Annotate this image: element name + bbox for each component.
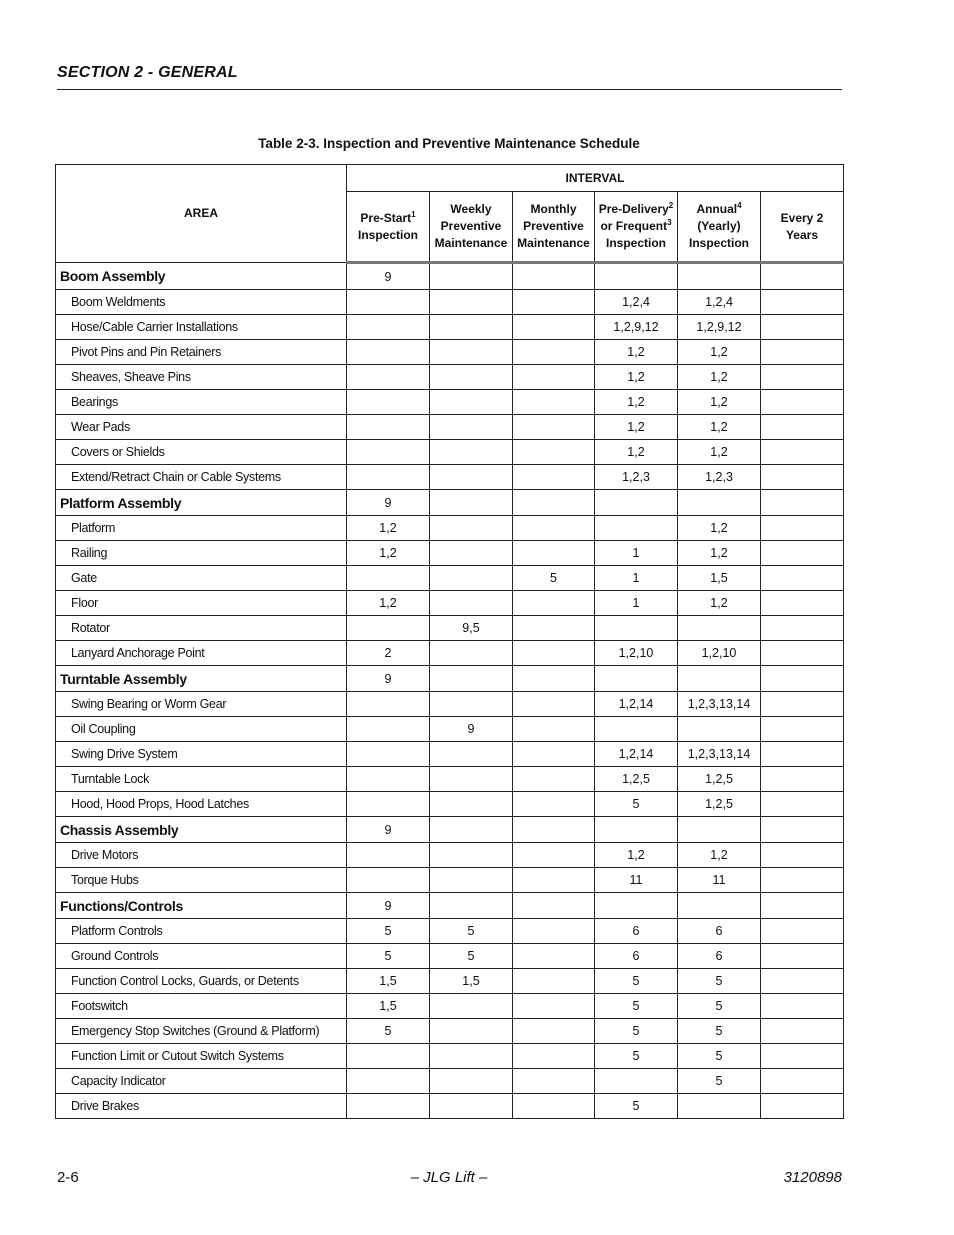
interval-cell [347,792,430,817]
table-row [56,692,844,717]
interval-cell [595,616,678,641]
interval-cell: 1,2,5 [595,767,678,792]
interval-cell: 1,2,4 [678,290,761,315]
area-label: Wear Pads [56,415,347,440]
table-row [56,919,844,944]
interval-cell: 5 [595,1044,678,1069]
interval-cell: 1,2 [347,591,430,616]
col-header-pre-start: Pre-Start$^1$ Inspection [347,192,430,263]
interval-cell [513,767,595,792]
table-title: Table 2-3. Inspection and Preventive Maintenance Schedule [258,136,640,151]
interval-cell [513,944,595,969]
interval-cell [347,717,430,742]
document-number: 3120898 [783,1169,842,1186]
interval-cell [347,566,430,591]
interval-cell [761,566,844,591]
interval-cell [678,616,761,641]
table-row [56,868,844,893]
interval-cell [595,817,678,843]
area-label: Extend/Retract Chain or Cable Systems [56,465,347,490]
area-column-header: AREA [56,165,347,263]
interval-cell [761,1069,844,1094]
interval-cell: 1,2 [678,541,761,566]
interval-cell: 1,2 [678,415,761,440]
interval-cell [347,315,430,340]
interval-cell [430,666,513,692]
area-label: Rotator [56,616,347,641]
interval-cell: 6 [678,944,761,969]
interval-cell [513,415,595,440]
interval-cell [761,994,844,1019]
area-label: Drive Motors [56,843,347,868]
interval-cell [430,440,513,465]
interval-cell: 11 [678,868,761,893]
table-row [56,1044,844,1069]
table-row [56,616,844,641]
interval-cell [595,263,678,290]
interval-cell [678,893,761,919]
interval-cell [761,1044,844,1069]
footer-brand: – JLG Lift – [410,1169,488,1186]
interval-cell [513,390,595,415]
interval-cell [761,919,844,944]
interval-cell [761,365,844,390]
interval-cell [513,641,595,666]
page-number: 2-6 [57,1169,79,1186]
interval-cell [430,465,513,490]
interval-cell [761,817,844,843]
interval-cell: 1,2,9,12 [678,315,761,340]
interval-cell [430,843,513,868]
interval-cell [595,717,678,742]
area-label: Emergency Stop Switches (Ground & Platform) [56,1019,347,1044]
col-header-pre-delivery: Pre-Delivery$^2$ or Frequent$^3$ Inspection [595,192,678,263]
interval-cell [678,717,761,742]
interval-cell [430,566,513,591]
table-row [56,465,844,490]
area-label: Oil Coupling [56,717,347,742]
interval-cell [430,263,513,290]
interval-cell: 5 [595,969,678,994]
interval-cell [678,263,761,290]
interval-cell: 1,2 [678,390,761,415]
interval-cell [761,541,844,566]
interval-cell [430,641,513,666]
interval-cell: 1,2,14 [595,742,678,767]
interval-cell: 5 [430,919,513,944]
interval-cell [430,817,513,843]
area-label: Hood, Hood Props, Hood Latches [56,792,347,817]
interval-cell: 1,2 [678,516,761,541]
table-row [56,792,844,817]
area-label: Capacity Indicator [56,1069,347,1094]
interval-cell [513,290,595,315]
interval-cell: 6 [678,919,761,944]
interval-cell [761,1019,844,1044]
interval-cell: 5 [513,566,595,591]
interval-cell [347,616,430,641]
table-row [56,415,844,440]
interval-cell: 6 [595,919,678,944]
interval-cell [761,969,844,994]
interval-cell: 5 [678,1044,761,1069]
interval-cell: 1,5 [430,969,513,994]
interval-cell [347,1069,430,1094]
interval-cell: 5 [595,994,678,1019]
interval-cell: 5 [595,1094,678,1119]
interval-cell [430,340,513,365]
interval-cell [347,692,430,717]
interval-cell [513,1019,595,1044]
interval-cell [513,591,595,616]
interval-cell: 1,2 [347,541,430,566]
area-label: Boom Weldments [56,290,347,315]
interval-cell [761,767,844,792]
interval-cell [430,365,513,390]
interval-cell [430,290,513,315]
area-label: Function Limit or Cutout Switch Systems [56,1044,347,1069]
group-area-label: Platform Assembly [56,490,347,516]
table-row [56,566,844,591]
interval-cell [513,893,595,919]
interval-cell: 1,2,5 [678,792,761,817]
area-label: Railing [56,541,347,566]
col-header-annual: Annual$^4$ (Yearly) Inspection [678,192,761,263]
interval-cell [430,490,513,516]
interval-cell: 1,2 [595,365,678,390]
interval-cell [761,944,844,969]
schedule-body [56,263,844,1119]
interval-cell: 1 [595,541,678,566]
interval-cell [513,516,595,541]
group-area-label: Chassis Assembly [56,817,347,843]
interval-cell [678,817,761,843]
interval-cell [595,516,678,541]
interval-cell [347,742,430,767]
interval-cell: 1,2,4 [595,290,678,315]
area-label: Swing Bearing or Worm Gear [56,692,347,717]
interval-cell: 1,2 [678,843,761,868]
interval-cell [595,666,678,692]
interval-cell: 5 [430,944,513,969]
interval-cell [513,792,595,817]
table-row [56,541,844,566]
interval-cell: 1,2 [595,340,678,365]
table-group-row [56,893,844,919]
interval-cell [430,767,513,792]
interval-cell [513,440,595,465]
interval-cell [347,1094,430,1119]
table-row [56,591,844,616]
interval-cell: 1,2 [347,516,430,541]
area-label: Gate [56,566,347,591]
interval-cell [513,843,595,868]
interval-cell [430,1094,513,1119]
interval-cell [430,994,513,1019]
interval-header: INTERVAL [347,165,844,192]
interval-cell [595,893,678,919]
interval-cell: 5 [678,1069,761,1094]
interval-cell: 1,2,3,13,14 [678,742,761,767]
interval-cell [678,490,761,516]
interval-cell: 1,2,3 [678,465,761,490]
interval-cell: 1,2,9,12 [595,315,678,340]
table-row [56,641,844,666]
section-header: SECTION 2 - GENERAL [57,64,238,81]
area-label: Lanyard Anchorage Point [56,641,347,666]
interval-cell [761,440,844,465]
table-row [56,994,844,1019]
interval-cell [513,541,595,566]
area-label: Ground Controls [56,944,347,969]
group-area-label: Turntable Assembly [56,666,347,692]
interval-cell: 5 [678,969,761,994]
interval-cell [761,641,844,666]
interval-cell [678,1094,761,1119]
table-row [56,767,844,792]
area-label: Covers or Shields [56,440,347,465]
interval-cell: 5 [595,792,678,817]
interval-cell [761,591,844,616]
col-header-weekly: Weekly Preventive Maintenance [430,192,513,263]
interval-cell [513,1094,595,1119]
table-row [56,969,844,994]
interval-cell: 1 [595,566,678,591]
interval-cell [595,1069,678,1094]
area-label: Turntable Lock [56,767,347,792]
interval-cell: 1,2,3 [595,465,678,490]
area-label: Drive Brakes [56,1094,347,1119]
table-group-row [56,490,844,516]
interval-cell [347,868,430,893]
interval-cell: 1,5 [347,994,430,1019]
table-row [56,290,844,315]
interval-cell [761,868,844,893]
interval-cell [513,692,595,717]
table-row [56,1094,844,1119]
area-label: Torque Hubs [56,868,347,893]
interval-cell [430,692,513,717]
interval-cell [513,1044,595,1069]
interval-cell: 9 [347,893,430,919]
interval-cell [347,440,430,465]
interval-cell [761,415,844,440]
interval-cell: 1,2,5 [678,767,761,792]
interval-cell [761,290,844,315]
interval-cell [761,516,844,541]
interval-cell [761,792,844,817]
interval-cell: 5 [678,994,761,1019]
interval-cell [430,415,513,440]
interval-cell [347,767,430,792]
interval-cell [430,1069,513,1094]
interval-cell: 9,5 [430,616,513,641]
interval-cell [513,465,595,490]
interval-cell [513,263,595,290]
area-label: Swing Drive System [56,742,347,767]
interval-cell [347,340,430,365]
table-row [56,516,844,541]
interval-cell [761,263,844,290]
interval-cell [430,868,513,893]
interval-cell [513,717,595,742]
interval-cell: 5 [678,1019,761,1044]
interval-cell: 9 [347,490,430,516]
interval-cell: 1 [595,591,678,616]
interval-cell: 9 [347,666,430,692]
interval-cell [513,1069,595,1094]
interval-cell [430,792,513,817]
interval-cell [761,843,844,868]
interval-cell [430,1019,513,1044]
interval-cell: 9 [347,817,430,843]
interval-cell [347,843,430,868]
interval-cell: 9 [347,263,430,290]
area-label: Platform [56,516,347,541]
interval-cell: 1,2,10 [678,641,761,666]
table-row [56,365,844,390]
interval-cell [513,742,595,767]
table-group-row [56,666,844,692]
interval-cell: 11 [595,868,678,893]
interval-cell [513,969,595,994]
interval-cell [513,365,595,390]
interval-cell [513,315,595,340]
table-row [56,340,844,365]
interval-cell [347,1044,430,1069]
interval-cell [347,415,430,440]
interval-cell: 1,2 [595,390,678,415]
interval-cell [513,666,595,692]
interval-cell [595,490,678,516]
interval-cell: 1,2 [595,843,678,868]
table-row [56,1069,844,1094]
table-row [56,717,844,742]
interval-cell [761,893,844,919]
interval-cell: 1,2 [595,440,678,465]
interval-cell [761,742,844,767]
interval-cell: 9 [430,717,513,742]
interval-cell [761,390,844,415]
interval-cell [430,1044,513,1069]
area-label: Hose/Cable Carrier Installations [56,315,347,340]
interval-cell [430,390,513,415]
interval-cell [430,541,513,566]
table-row [56,742,844,767]
interval-cell: 1,2,14 [595,692,678,717]
interval-cell [513,919,595,944]
interval-cell [761,692,844,717]
maintenance-schedule-table [55,164,844,1119]
interval-cell [430,893,513,919]
table-row [56,944,844,969]
table-group-row [56,263,844,290]
area-label: Sheaves, Sheave Pins [56,365,347,390]
interval-cell: 1,2 [678,365,761,390]
interval-cell [761,490,844,516]
interval-cell [513,490,595,516]
interval-cell: 1,2 [678,591,761,616]
interval-cell [430,315,513,340]
interval-cell: 1,2,10 [595,641,678,666]
interval-cell [761,1094,844,1119]
interval-cell: 1,5 [678,566,761,591]
table-group-row [56,817,844,843]
interval-cell [761,315,844,340]
interval-cell [347,465,430,490]
interval-cell: 1,2 [595,415,678,440]
interval-cell [430,742,513,767]
col-header-every-2-years: Every 2 Years [761,192,844,263]
interval-cell [761,465,844,490]
table-row [56,440,844,465]
interval-cell: 1,2,3,13,14 [678,692,761,717]
area-label: Floor [56,591,347,616]
interval-cell [347,390,430,415]
area-label: Function Control Locks, Guards, or Detents [56,969,347,994]
interval-cell: 6 [595,944,678,969]
interval-cell: 1,2 [678,440,761,465]
interval-cell [347,365,430,390]
group-area-label: Functions/Controls [56,893,347,919]
interval-cell [347,290,430,315]
interval-cell [513,817,595,843]
header-divider [57,89,842,90]
interval-cell: 5 [347,944,430,969]
interval-cell: 5 [347,1019,430,1044]
table-row [56,315,844,340]
table-row [56,390,844,415]
interval-cell [513,994,595,1019]
interval-cell [761,340,844,365]
interval-cell [430,516,513,541]
table-row [56,843,844,868]
area-label: Pivot Pins and Pin Retainers [56,340,347,365]
interval-cell: 5 [347,919,430,944]
interval-cell [430,591,513,616]
interval-cell [513,616,595,641]
area-label: Footswitch [56,994,347,1019]
interval-cell [513,868,595,893]
interval-cell: 5 [595,1019,678,1044]
interval-cell: 2 [347,641,430,666]
interval-cell: 1,2 [678,340,761,365]
table-row [56,1019,844,1044]
group-area-label: Boom Assembly [56,263,347,290]
interval-cell [678,666,761,692]
interval-cell [761,616,844,641]
interval-cell [761,717,844,742]
interval-cell [761,666,844,692]
interval-cell [513,340,595,365]
col-header-monthly: Monthly Preventive Maintenance [513,192,595,263]
area-label: Platform Controls [56,919,347,944]
area-label: Bearings [56,390,347,415]
interval-cell: 1,5 [347,969,430,994]
